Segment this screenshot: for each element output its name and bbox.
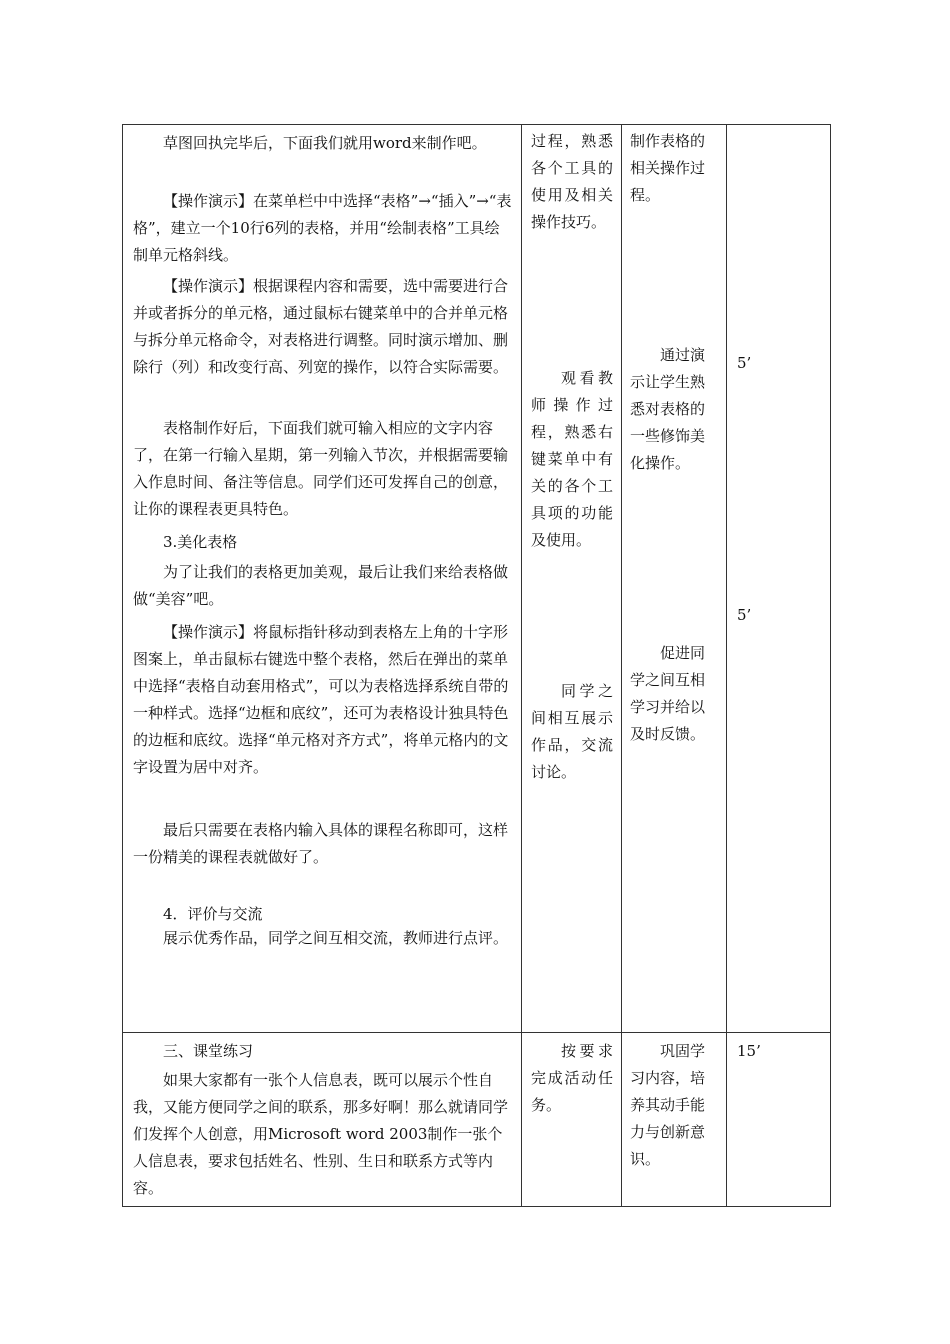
section-heading: 3.美化表格 (163, 533, 238, 551)
section-heading: 4．评价与交流 (163, 905, 263, 923)
design-intent-text: 通过演示让学生熟悉对表格的一些修饰美化操作。 (630, 346, 706, 472)
content-paragraph: 【操作演示】根据课程内容和需要，选中需要进行合并或者拆分的单元格，通过鼠标右键菜单中的合并单元格与拆分单元格命令，对表格进行调整。同时演示增加、删除行（列）和改变行高、列宽的操作，以符合实际需要。 (133, 277, 509, 376)
content-paragraph: 最后只需要在表格内输入具体的课程名称即可，这样一份精美的课程表就做好了。 (133, 821, 509, 866)
content-paragraph: 展示优秀作品，同学之间互相交流，教师进行点评。 (163, 929, 509, 947)
time-value: 5’ (737, 354, 752, 372)
table-row (123, 1033, 831, 1207)
design-intent-text: 巩固学习内容，培养其动手能力与创新意识。 (630, 1042, 706, 1168)
content-paragraph: 【操作演示】将鼠标指针移动到表格左上角的十字形图案上，单击鼠标右键选中整个表格，然后在弹出的菜单中选择“表格自动套用格式”，可以为表格选择系统自带的一种样式。选择“边框和底纹”，还可为表格设计独具特色的边框和底纹。选择“单元格对齐方式”，将单元格内的文字设置为居中对齐。 (133, 623, 509, 776)
time-value: 5’ (737, 606, 752, 624)
student-activity-text: 观看教师操作过程，熟悉右键菜单中有关的各个工具项的功能及使用。 (531, 369, 613, 549)
student-activity-text: 按要求完成活动任务。 (531, 1042, 613, 1114)
teaching-content-cell (123, 125, 522, 1033)
content-paragraph: 为了让我们的表格更加美观，最后让我们来给表格做做“美容”吧。 (133, 563, 509, 608)
section-heading: 三、课堂练习 (163, 1042, 254, 1060)
content-paragraph: 表格制作好后，下面我们就可输入相应的文字内容了，在第一行输入星期，第一列输入节次，并根据需要输入作息时间、备注等信息。同学们还可发挥自己的创意，让你的课程表更具特色。 (133, 419, 509, 518)
content-paragraph: 【操作演示】在菜单栏中中选择“表格”→“插入”→“表格”，建立一个10行6列的表格，并用“绘制表格”工具绘制单元格斜线。 (133, 192, 512, 264)
design-intent-text: 制作表格的相关操作过程。 (630, 132, 706, 204)
time-value: 15’ (737, 1042, 761, 1060)
teaching-content-cell (123, 1033, 522, 1207)
student-activity-text: 同学之间相互展示作品，交流讨论。 (531, 682, 613, 781)
student-activity-cell (522, 125, 622, 1033)
lesson-plan-table (122, 124, 831, 1207)
design-intent-cell (622, 1033, 727, 1207)
time-cell (727, 125, 831, 1033)
design-intent-text: 促进同学之间互相学习并给以及时反馈。 (630, 644, 706, 743)
design-intent-cell (622, 125, 727, 1033)
content-paragraph: 如果大家都有一张个人信息表，既可以展示个性自我，又能方便同学之间的联系，那多好啊！那么就请同学们发挥个人创意，用Microsoft word 2003制作一张个人信息表，要求包括姓名、性别、生日和联系方式等内容。 (133, 1071, 509, 1197)
table-row (123, 125, 831, 1033)
student-activity-text: 过程，熟悉各个工具的使用及相关操作技巧。 (531, 132, 613, 231)
student-activity-cell (522, 1033, 622, 1207)
time-cell (727, 1033, 831, 1207)
content-paragraph: 草图回执完毕后，下面我们就用word来制作吧。 (163, 134, 487, 152)
